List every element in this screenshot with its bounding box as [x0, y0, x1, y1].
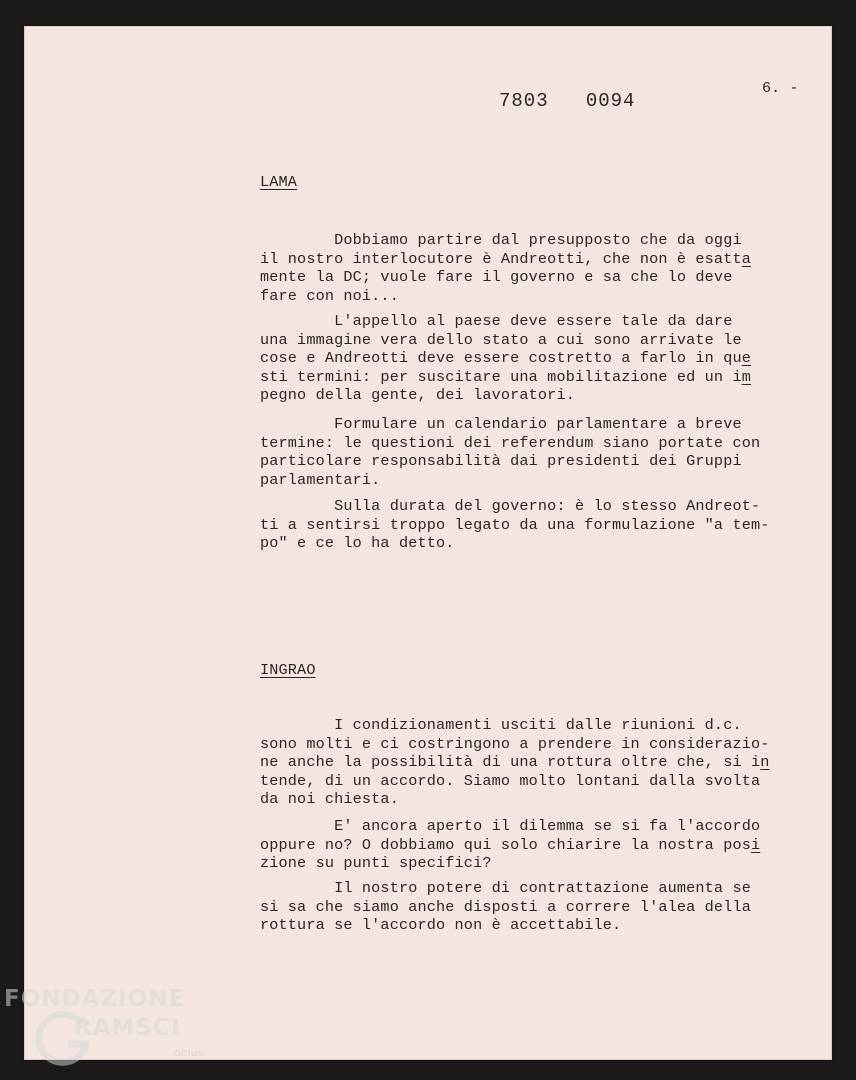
ingrao-paragraph-3: [260, 879, 820, 935]
text-line: mente la DC; vuole fare il governo e sa che lo deve: [260, 268, 733, 286]
underlined-fragment: i: [751, 835, 761, 854]
ingrao-paragraph-2: [260, 817, 820, 873]
text-line: da noi chiesta.: [260, 790, 399, 808]
document-number: 7803 0094: [499, 90, 636, 112]
text-line: fare con noi...: [260, 286, 399, 305]
watermark-line-3: onlus: [174, 1046, 204, 1059]
underlined-fragment: n: [760, 753, 770, 771]
underlined-fragment: a: [741, 249, 751, 268]
underlined-fragment: m: [741, 367, 751, 386]
text-line: pegno della gente, dei lavoratori.: [260, 386, 575, 404]
speaker-heading-lama: LAMA: [260, 173, 298, 191]
text-line: una immagine vera dello stato a cui sono arrivate le: [260, 330, 742, 349]
lama-paragraph-2: [260, 312, 820, 405]
text-line: ti a sentirsi troppo legato da una formulazione "a tem-: [260, 515, 770, 534]
text-line: il nostro interlocutore è Andreotti, che non è esatta: [260, 249, 751, 268]
text-line: zione su punti specifici?: [260, 854, 492, 872]
speaker-heading-ingrao: INGRAO: [260, 661, 316, 679]
text-line: ne anche la possibilità di una rottura oltre che, si in: [260, 753, 770, 771]
underlined-fragment: e: [741, 349, 751, 367]
text-line: particolare responsabilità dai presidenti dei Gruppi: [260, 452, 742, 470]
text-line: L'appello al paese deve essere tale da dare: [260, 312, 733, 330]
lama-paragraph-4: [260, 497, 820, 553]
ingrao-paragraph-1: [260, 716, 820, 809]
text-line: Formulare un calendario parlamentare a breve: [260, 415, 742, 433]
watermark-line-1: FONDAZIONE: [4, 986, 186, 1012]
text-line: Dobbiamo partire dal presupposto che da oggi: [260, 231, 742, 249]
text-line: rottura se l'accordo non è accettabile.: [260, 916, 622, 934]
text-line: cose e Andreotti deve essere costretto a farlo in que: [260, 349, 751, 367]
text-line: po" e ce lo ha detto.: [260, 534, 455, 552]
text-line: I condizionamenti usciti dalle riunioni d.c.: [260, 716, 742, 734]
text-line: Sulla durata del governo: è lo stesso Andreot-: [260, 497, 761, 515]
text-line: si sa che siamo anche disposti a correre l'alea della: [260, 897, 751, 916]
lama-paragraph-1: [260, 231, 820, 305]
lama-paragraph-3: [260, 415, 820, 489]
text-line: tende, di un accordo. Siamo molto lontani dalla svolta: [260, 771, 761, 790]
text-line: termine: le questioni dei referendum siano portate con: [260, 433, 761, 452]
text-line: sono molti e ci costringono a prendere in considerazio-: [260, 734, 770, 753]
text-line: Il nostro potere di contrattazione aumenta se: [260, 879, 751, 897]
text-line: oppure no? O dobbiamo qui solo chiarire la nostra posi: [260, 835, 761, 854]
document-page: [24, 26, 832, 1060]
watermark-line-2: RAMSCI: [74, 1015, 181, 1041]
text-line: sti termini: per suscitare una mobilitazione ed un im: [260, 367, 751, 386]
text-line: E' ancora aperto il dilemma se si fa l'accordo: [260, 817, 761, 835]
text-line: parlamentari.: [260, 470, 381, 489]
page-number: 6. -: [762, 80, 799, 97]
